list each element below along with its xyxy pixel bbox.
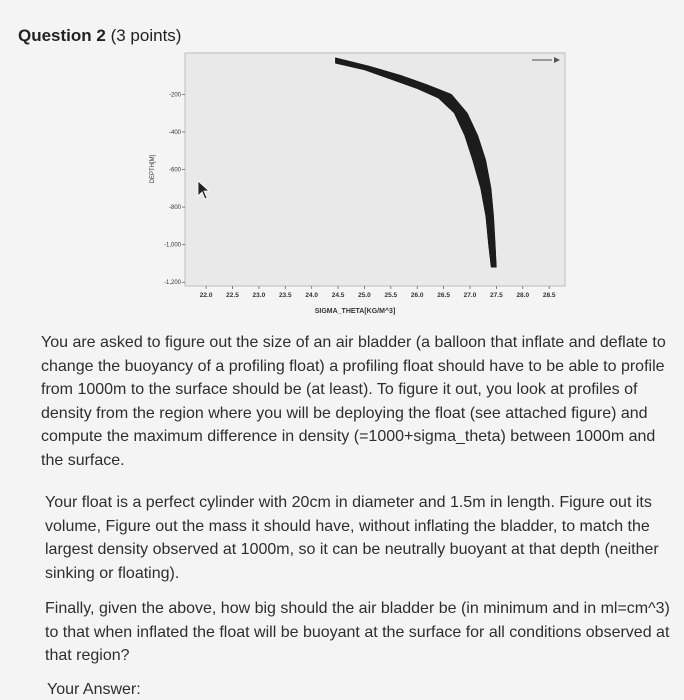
x-tick-label-2: 23.0 <box>252 292 266 299</box>
y-tick-label-1: -400 <box>168 129 181 136</box>
x-tick-label-7: 25.5 <box>384 292 398 299</box>
x-axis <box>200 286 556 299</box>
paragraph-bladder-size: Finally, given the above, how big should the air bladder be (in minimum and in ml=cm^3) to that when inflated the float will be buoyant at the surface for all conditions observed at that region? <box>45 600 670 664</box>
paragraph-float-volume: Your float is a perfect cylinder with 20cm in diameter and 1.5m in length. Figure out its volume, Figure out the mass it should have, without inflating the bladder, to match the largest density observed at 1000m, so it can be neutrally buoyant at that depth (neither sinking or floating). <box>45 494 659 582</box>
y-tick-label-0: -200 <box>168 92 181 99</box>
y-tick-label-3: -800 <box>168 205 181 212</box>
your-answer-label: Your Answer: <box>47 681 141 698</box>
y-tick-label-5: -1,200 <box>163 280 181 287</box>
x-tick-label-0: 22.0 <box>199 292 213 299</box>
x-tick-label-9: 26.5 <box>437 292 450 299</box>
x-tick-label-13: 28.5 <box>542 292 556 299</box>
y-tick-label-2: -600 <box>168 167 181 174</box>
question-points: (3 points) <box>110 26 182 45</box>
question-number: Question 2 <box>18 26 106 45</box>
x-tick-label-1: 22.5 <box>226 292 239 299</box>
y-tick-label-4: -1,000 <box>163 242 181 249</box>
x-tick-label-4: 24.0 <box>305 292 318 299</box>
density-chart <box>140 40 580 330</box>
density-chart-svg <box>140 40 580 330</box>
paragraph-intro: You are asked to figure out the size of an air bladder (a balloon that inflate and deflate to change the buoyancy of a profiling float) a profiling float should have to be able to profile from 1000m to the surface should be (at least). To figure it out, you look at profiles of density from the region where you will be deploying the float (see attached figure) and compute the maximum difference in density (=1000+sigma_theta) between 1000m and the surface. <box>41 334 666 469</box>
x-tick-label-10: 27.0 <box>463 292 477 299</box>
x-tick-label-11: 27.5 <box>490 292 503 299</box>
y-axis-label: DEPTH[M] <box>150 154 156 184</box>
plot-area <box>185 53 565 286</box>
x-axis-label: SIGMA_THETA[KG/M^3] <box>314 308 396 315</box>
y-axis <box>164 92 185 286</box>
x-tick-label-8: 26.0 <box>410 292 424 299</box>
x-tick-label-5: 24.5 <box>331 292 345 299</box>
x-tick-label-3: 23.5 <box>278 292 292 299</box>
x-tick-label-12: 28.0 <box>516 292 530 299</box>
x-tick-label-6: 25.0 <box>358 292 371 299</box>
